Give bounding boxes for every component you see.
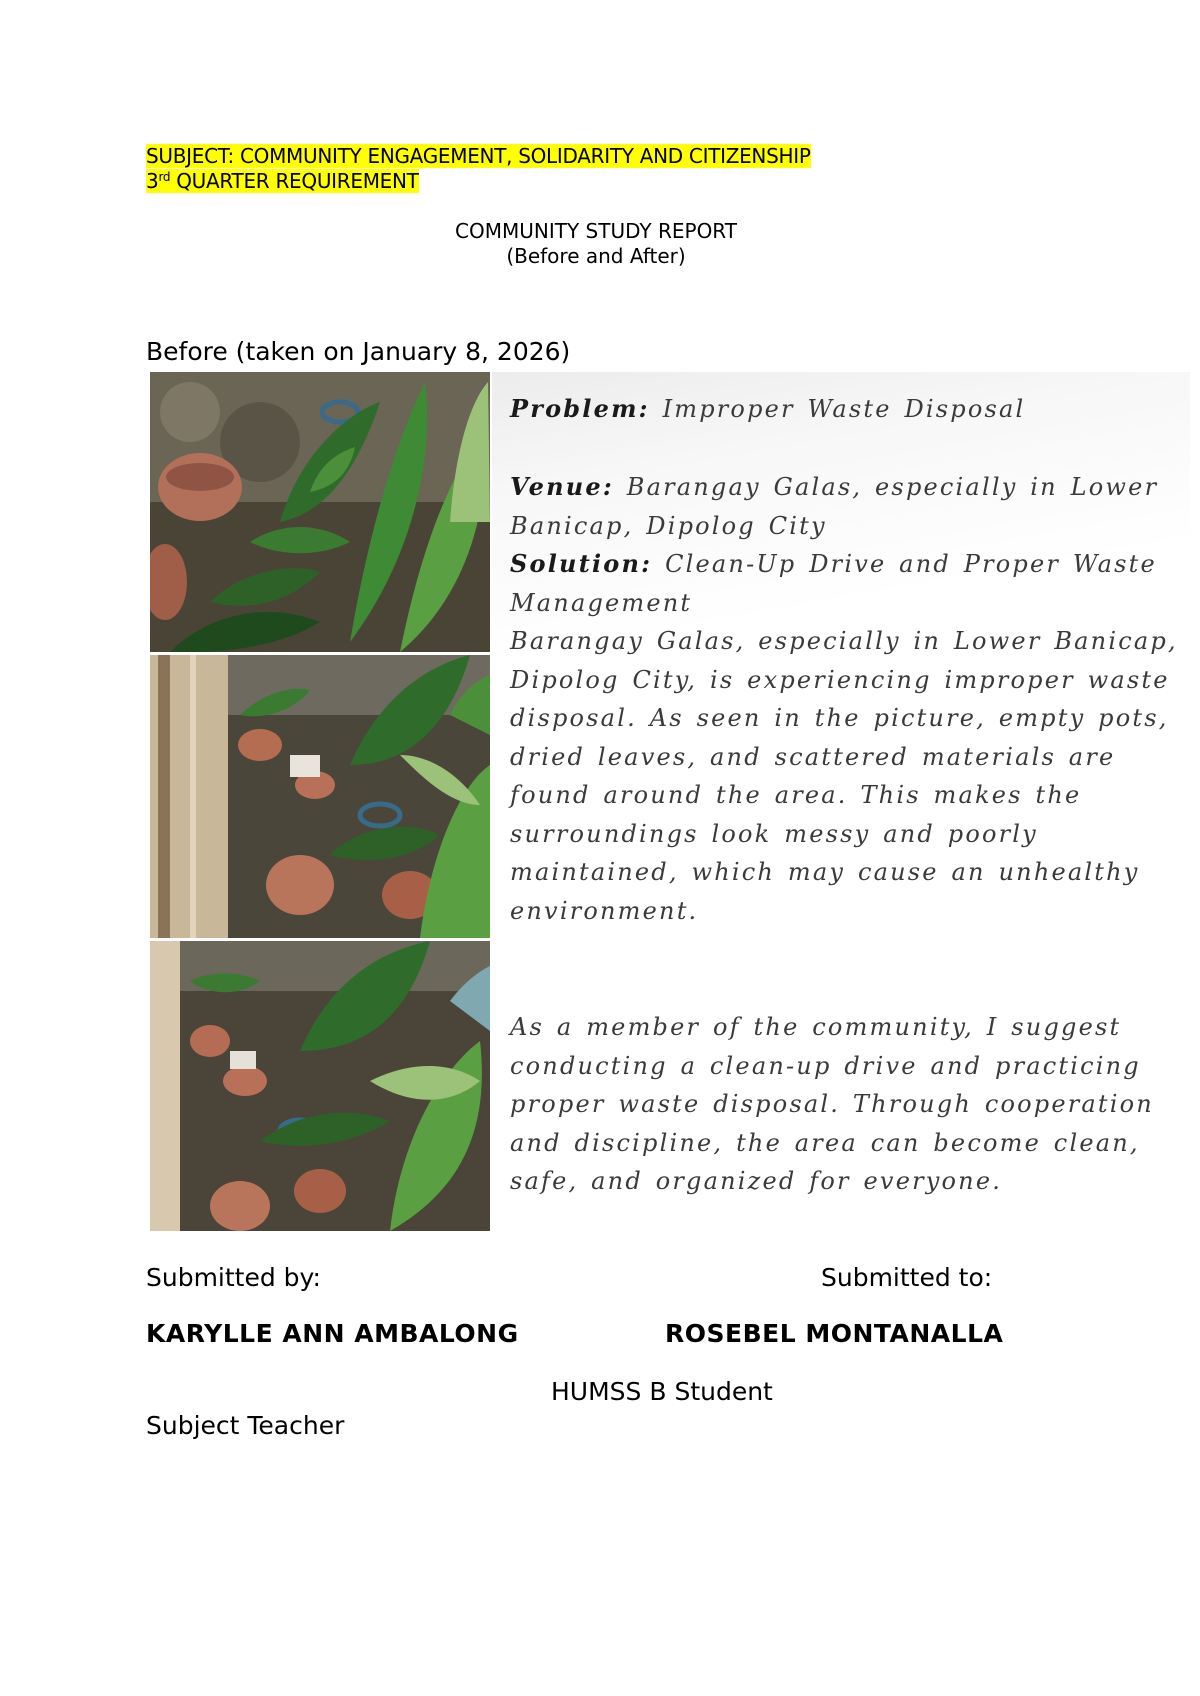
submitted-by-label: Submitted by:: [146, 1263, 321, 1292]
venue-label: Venue:: [510, 472, 614, 501]
quarter-line: [146, 169, 419, 193]
problem-line: [510, 390, 1025, 429]
solution-line: [510, 545, 1170, 622]
problem-text: Improper Waste Disposal: [649, 395, 1026, 423]
quarter-text: [146, 169, 419, 193]
before-photo-3: [150, 941, 490, 1231]
submitted-to-label: Submitted to:: [821, 1263, 993, 1292]
quarter-ordinal: rd: [158, 170, 171, 184]
solution-label: Solution:: [510, 549, 653, 578]
quarter-number: 3: [146, 169, 159, 193]
text-panel: [492, 372, 1190, 1231]
student-name: KARYLLE ANN AMBALONG: [146, 1319, 519, 1348]
report-title: COMMUNITY STUDY REPORT: [455, 219, 737, 243]
student-role: HUMSS B Student: [551, 1377, 773, 1406]
venue-line: [510, 468, 1170, 545]
before-photo-caption: Before (taken on January 8, 2026): [146, 337, 571, 366]
subject-line: [146, 144, 811, 168]
venue-text: Barangay Galas, especially in Lower Banicap, Dipolog City: [510, 473, 1159, 540]
before-photo-2: [150, 655, 490, 938]
problem-label: Problem:: [510, 394, 650, 423]
before-photo-1: [150, 372, 490, 652]
teacher-name: ROSEBEL MONTANALLA: [665, 1319, 1004, 1348]
report-subtitle: (Before and After): [506, 244, 686, 268]
suggestion-paragraph: As a member of the community, I suggest conducting a clean-up drive and practicing proper waste disposal. Through cooperation and discipline, the area can become clean, safe, and organized for everyone.: [510, 1013, 1154, 1195]
teacher-role: Subject Teacher: [146, 1411, 345, 1440]
solution-text: Clean-Up Drive and Proper Waste Management: [510, 550, 1157, 617]
quarter-label: QUARTER REQUIREMENT: [170, 169, 419, 193]
subject-text: SUBJECT: COMMUNITY ENGAGEMENT, SOLIDARITY AND CITIZENSHIP: [146, 144, 811, 168]
description-paragraph: Barangay Galas, especially in Lower Banicap, Dipolog City, is experiencing improper waste disposal. As seen in the picture, empty pots, dried leaves, and scattered materials are found around the area. This makes the surroundings look messy and poorly maintained, which may cause an unhealthy environment.: [510, 627, 1178, 925]
